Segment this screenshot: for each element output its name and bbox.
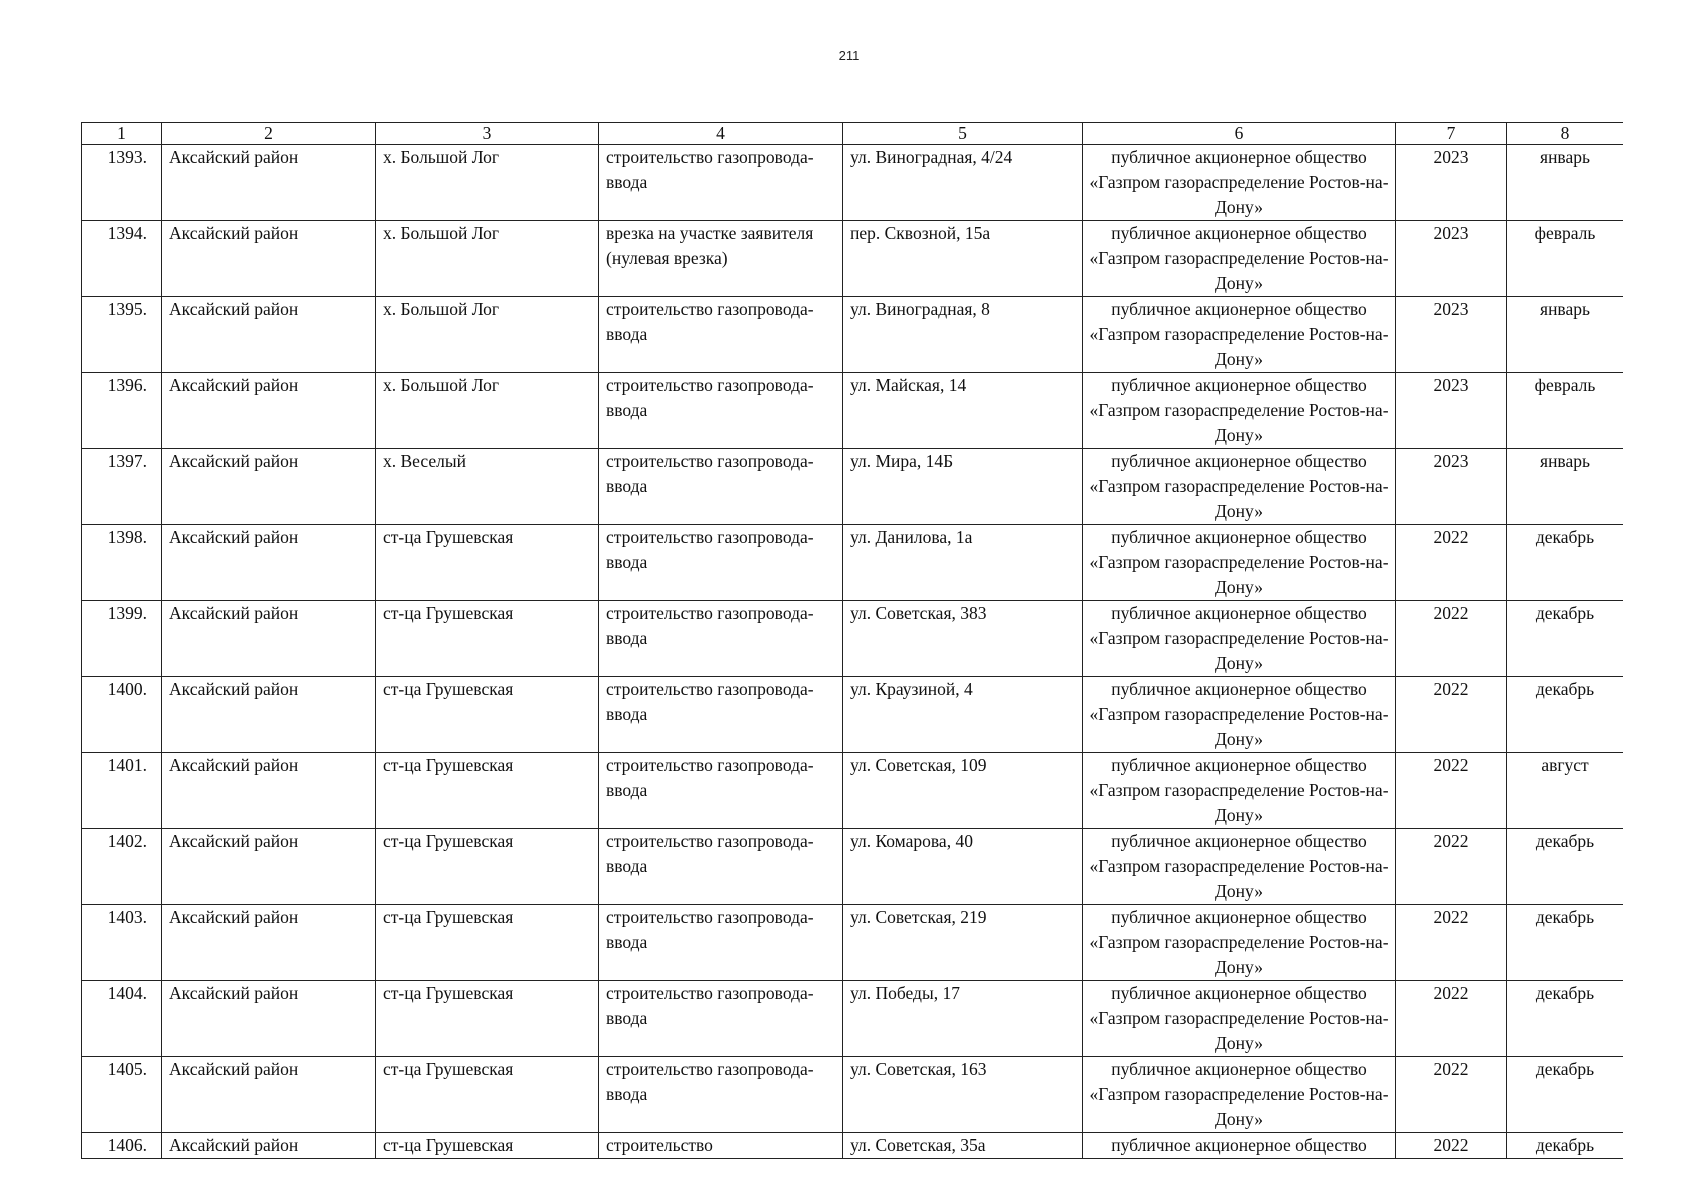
year-cell: 2023 [1396, 297, 1507, 373]
year-cell: 2023 [1396, 373, 1507, 449]
year-cell: 2023 [1396, 449, 1507, 525]
district-cell: Аксайский район [162, 297, 376, 373]
district-cell: Аксайский район [162, 829, 376, 905]
work-type-cell: строительство газопровода-ввода [599, 601, 843, 677]
month-cell: декабрь [1507, 525, 1624, 601]
table-row [82, 905, 1624, 981]
address-cell: ул. Комарова, 40 [843, 829, 1083, 905]
table-row [82, 981, 1624, 1057]
row-number: 1397. [82, 449, 162, 525]
settlement-cell: ст-ца Грушевская [376, 981, 599, 1057]
settlement-cell: х. Большой Лог [376, 373, 599, 449]
organization-cell: публичное акционерное общество «Газпром газораспределение Ростов-на-Дону» [1083, 1057, 1396, 1133]
district-cell: Аксайский район [162, 449, 376, 525]
work-type-cell: строительство газопровода-ввода [599, 373, 843, 449]
row-number: 1402. [82, 829, 162, 905]
district-cell: Аксайский район [162, 373, 376, 449]
work-type-cell: строительство газопровода-ввода [599, 829, 843, 905]
table-row [82, 449, 1624, 525]
district-cell: Аксайский район [162, 601, 376, 677]
organization-cell: публичное акционерное общество «Газпром газораспределение Ростов-на-Дону» [1083, 905, 1396, 981]
district-cell: Аксайский район [162, 981, 376, 1057]
work-type-cell: врезка на участке заявителя (нулевая врезка) [599, 221, 843, 297]
column-header: 4 [599, 123, 843, 145]
page-number: 211 [838, 48, 860, 63]
address-cell: ул. Победы, 17 [843, 981, 1083, 1057]
row-number: 1400. [82, 677, 162, 753]
column-number-row [82, 123, 1624, 145]
address-cell: ул. Виноградная, 4/24 [843, 145, 1083, 221]
settlement-cell: х. Большой Лог [376, 145, 599, 221]
table-row [82, 753, 1624, 829]
organization-cell: публичное акционерное общество «Газпром газораспределение Ростов-на-Дону» [1083, 373, 1396, 449]
year-cell: 2022 [1396, 601, 1507, 677]
settlement-cell: ст-ца Грушевская [376, 905, 599, 981]
address-cell: ул. Виноградная, 8 [843, 297, 1083, 373]
month-cell: январь [1507, 145, 1624, 221]
settlement-cell: х. Веселый [376, 449, 599, 525]
address-cell: ул. Советская, 163 [843, 1057, 1083, 1133]
work-type-cell: строительство газопровода-ввода [599, 1057, 843, 1133]
district-cell: Аксайский район [162, 145, 376, 221]
settlement-cell: ст-ца Грушевская [376, 677, 599, 753]
row-number: 1394. [82, 221, 162, 297]
table-row [82, 829, 1624, 905]
year-cell: 2022 [1396, 677, 1507, 753]
work-type-cell: строительство газопровода-ввода [599, 677, 843, 753]
year-cell: 2022 [1396, 829, 1507, 905]
work-type-cell: строительство [599, 1133, 843, 1159]
organization-cell: публичное акционерное общество «Газпром газораспределение Ростов-на-Дону» [1083, 221, 1396, 297]
table-row [82, 1057, 1624, 1133]
month-cell: декабрь [1507, 677, 1624, 753]
district-cell: Аксайский район [162, 1057, 376, 1133]
district-cell: Аксайский район [162, 905, 376, 981]
organization-cell: публичное акционерное общество [1083, 1133, 1396, 1159]
month-cell: декабрь [1507, 905, 1624, 981]
organization-cell: публичное акционерное общество «Газпром газораспределение Ростов-на-Дону» [1083, 145, 1396, 221]
table-body [82, 145, 1624, 1159]
settlement-cell: ст-ца Грушевская [376, 829, 599, 905]
table-row [82, 145, 1624, 221]
address-cell: ул. Советская, 219 [843, 905, 1083, 981]
district-cell: Аксайский район [162, 677, 376, 753]
work-type-cell: строительство газопровода-ввода [599, 905, 843, 981]
district-cell: Аксайский район [162, 1133, 376, 1159]
address-cell: ул. Краузиной, 4 [843, 677, 1083, 753]
organization-cell: публичное акционерное общество «Газпром газораспределение Ростов-на-Дону» [1083, 297, 1396, 373]
organization-cell: публичное акционерное общество «Газпром газораспределение Ростов-на-Дону» [1083, 449, 1396, 525]
year-cell: 2022 [1396, 525, 1507, 601]
row-number: 1403. [82, 905, 162, 981]
address-cell: ул. Советская, 383 [843, 601, 1083, 677]
column-header: 2 [162, 123, 376, 145]
table-row [82, 1133, 1624, 1159]
organization-cell: публичное акционерное общество «Газпром газораспределение Ростов-на-Дону» [1083, 829, 1396, 905]
year-cell: 2023 [1396, 221, 1507, 297]
work-type-cell: строительство газопровода-ввода [599, 981, 843, 1057]
month-cell: декабрь [1507, 601, 1624, 677]
row-number: 1395. [82, 297, 162, 373]
work-type-cell: строительство газопровода-ввода [599, 297, 843, 373]
settlement-cell: ст-ца Грушевская [376, 1057, 599, 1133]
address-cell: ул. Советская, 35а [843, 1133, 1083, 1159]
address-cell: пер. Сквозной, 15а [843, 221, 1083, 297]
year-cell: 2022 [1396, 1057, 1507, 1133]
month-cell: февраль [1507, 373, 1624, 449]
district-cell: Аксайский район [162, 221, 376, 297]
table-row [82, 373, 1624, 449]
year-cell: 2022 [1396, 1133, 1507, 1159]
work-type-cell: строительство газопровода-ввода [599, 525, 843, 601]
year-cell: 2023 [1396, 145, 1507, 221]
column-header: 8 [1507, 123, 1624, 145]
organization-cell: публичное акционерное общество «Газпром газораспределение Ростов-на-Дону» [1083, 677, 1396, 753]
district-cell: Аксайский район [162, 525, 376, 601]
column-header: 7 [1396, 123, 1507, 145]
row-number: 1404. [82, 981, 162, 1057]
address-cell: ул. Данилова, 1а [843, 525, 1083, 601]
settlement-cell: ст-ца Грушевская [376, 601, 599, 677]
table-row [82, 221, 1624, 297]
row-number: 1396. [82, 373, 162, 449]
month-cell: январь [1507, 297, 1624, 373]
month-cell: декабрь [1507, 1057, 1624, 1133]
year-cell: 2022 [1396, 981, 1507, 1057]
table-row [82, 601, 1624, 677]
settlement-cell: ст-ца Грушевская [376, 525, 599, 601]
settlement-cell: ст-ца Грушевская [376, 753, 599, 829]
organization-cell: публичное акционерное общество «Газпром газораспределение Ростов-на-Дону» [1083, 981, 1396, 1057]
row-number: 1405. [82, 1057, 162, 1133]
month-cell: август [1507, 753, 1624, 829]
settlement-cell: х. Большой Лог [376, 221, 599, 297]
row-number: 1406. [82, 1133, 162, 1159]
row-number: 1399. [82, 601, 162, 677]
table-row [82, 297, 1624, 373]
row-number: 1398. [82, 525, 162, 601]
month-cell: декабрь [1507, 829, 1624, 905]
month-cell: декабрь [1507, 981, 1624, 1057]
settlement-cell: ст-ца Грушевская [376, 1133, 599, 1159]
year-cell: 2022 [1396, 905, 1507, 981]
address-cell: ул. Мира, 14Б [843, 449, 1083, 525]
work-type-cell: строительство газопровода-ввода [599, 145, 843, 221]
year-cell: 2022 [1396, 753, 1507, 829]
organization-cell: публичное акционерное общество «Газпром газораспределение Ростов-на-Дону» [1083, 753, 1396, 829]
gas-connection-table [81, 122, 1623, 1159]
column-header: 5 [843, 123, 1083, 145]
table-row [82, 525, 1624, 601]
organization-cell: публичное акционерное общество «Газпром газораспределение Ростов-на-Дону» [1083, 601, 1396, 677]
row-number: 1401. [82, 753, 162, 829]
work-type-cell: строительство газопровода-ввода [599, 449, 843, 525]
column-header: 3 [376, 123, 599, 145]
address-cell: ул. Майская, 14 [843, 373, 1083, 449]
table-row [82, 677, 1624, 753]
work-type-cell: строительство газопровода-ввода [599, 753, 843, 829]
column-header: 1 [82, 123, 162, 145]
settlement-cell: х. Большой Лог [376, 297, 599, 373]
column-header: 6 [1083, 123, 1396, 145]
month-cell: январь [1507, 449, 1624, 525]
month-cell: февраль [1507, 221, 1624, 297]
month-cell: декабрь [1507, 1133, 1624, 1159]
table-container [81, 122, 1623, 1160]
organization-cell: публичное акционерное общество «Газпром газораспределение Ростов-на-Дону» [1083, 525, 1396, 601]
district-cell: Аксайский район [162, 753, 376, 829]
row-number: 1393. [82, 145, 162, 221]
address-cell: ул. Советская, 109 [843, 753, 1083, 829]
